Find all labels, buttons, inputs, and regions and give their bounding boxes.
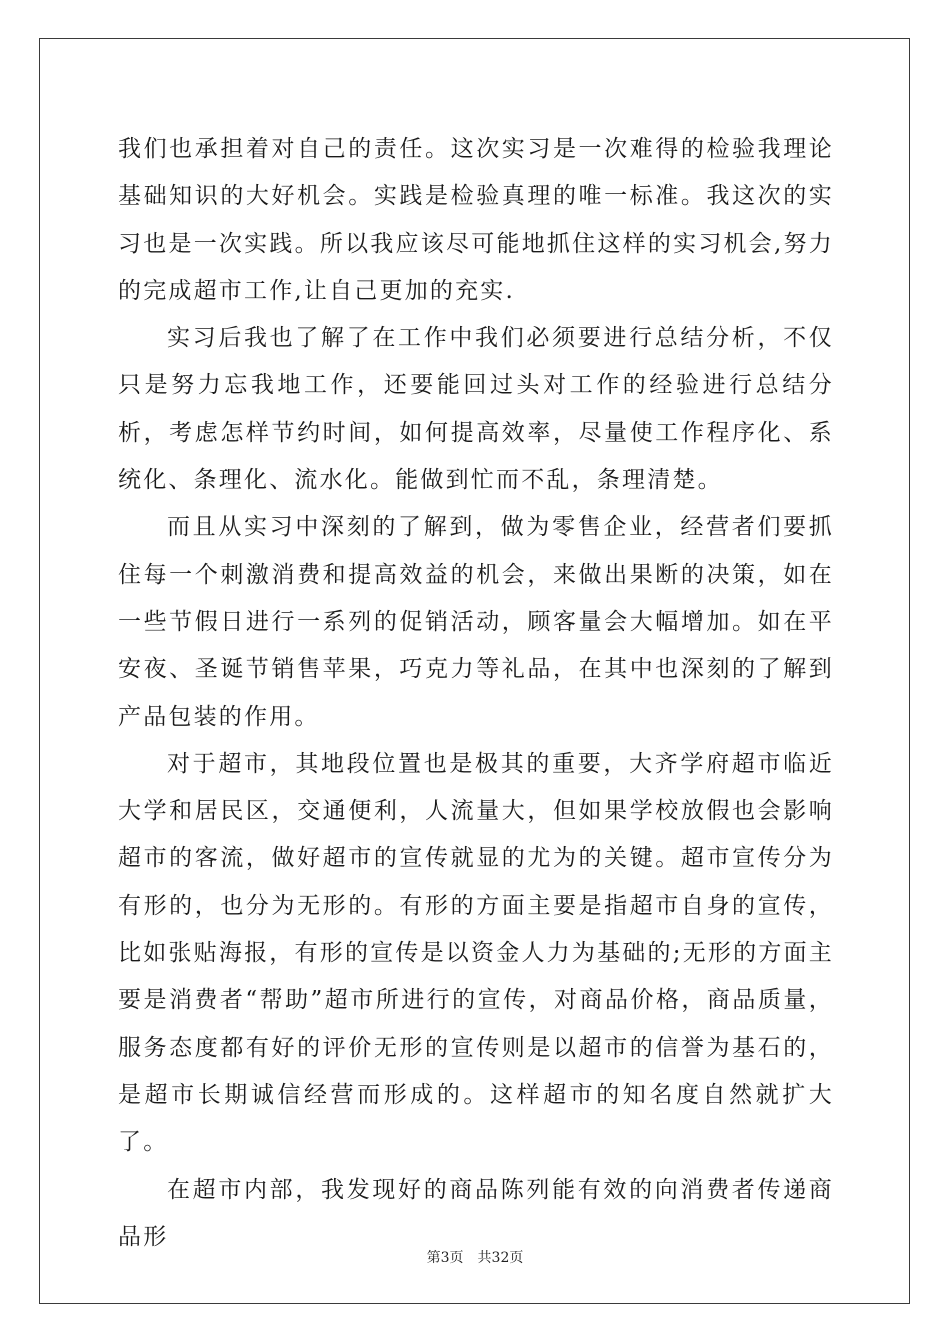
paragraph-2: 实习后我也了解了在工作中我们必须要进行总结分析，不仅只是努力忘我地工作，还要能回过头对工作的经验进行总结分析，考虑怎样节约时间，如何提高效率，尽量使工作程序化、系统化、条理化、流水化。能做到忙而不乱，条理清楚。 (118, 325, 834, 494)
paragraph-4: 对于超市，其地段位置也是极其的重要，大齐学府超市临近大学和居民区，交通便利，人流量大，但如果学校放假也会影响超市的客流，做好超市的宣传就显的尤为的关键。超市宣传分为有形的，也分为无形的。有形的方面主要是指超市自身的宣传，比如张贴海报，有形的宣传是以资金人力为基础的;无形的方面主要是消费者“帮助”超市所进行的宣传，对商品价格，商品质量，服务态度都有好的评价无形的宣传则是以超市的信誉为基石的，是超市长期诚信经营而形成的。这样超市的知名度自然就扩大了。 (118, 750, 834, 1156)
document-body (118, 126, 834, 1261)
paragraph-3: 而且从实习中深刻的了解到，做为零售企业，经营者们要抓住每一个刺激消费和提高效益的机会，来做出果断的决策，如在一些节假日进行一系列的促销活动，顾客量会大幅增加。如在平安夜、圣诞节销售苹果，巧克力等礼品，在其中也深刻的了解到产品包装的作用。 (118, 514, 834, 730)
paragraph-5: 在超市内部，我发现好的商品陈列能有效的向消费者传递商品形 (118, 1176, 834, 1250)
page-total: 共32页 (477, 1250, 524, 1266)
paragraph-1: 我们也承担着对自己的责任。这次实习是一次难得的检验我理论基础知识的大好机会。实践是检验真理的唯一标准。我这次的实习也是一次实践。所以我应该尽可能地抓住这样的实习机会,努力的完成超市工作,让自己更加的充实. (118, 136, 834, 304)
page-number: 第3页 (426, 1250, 464, 1266)
page-footer (0, 1247, 950, 1267)
